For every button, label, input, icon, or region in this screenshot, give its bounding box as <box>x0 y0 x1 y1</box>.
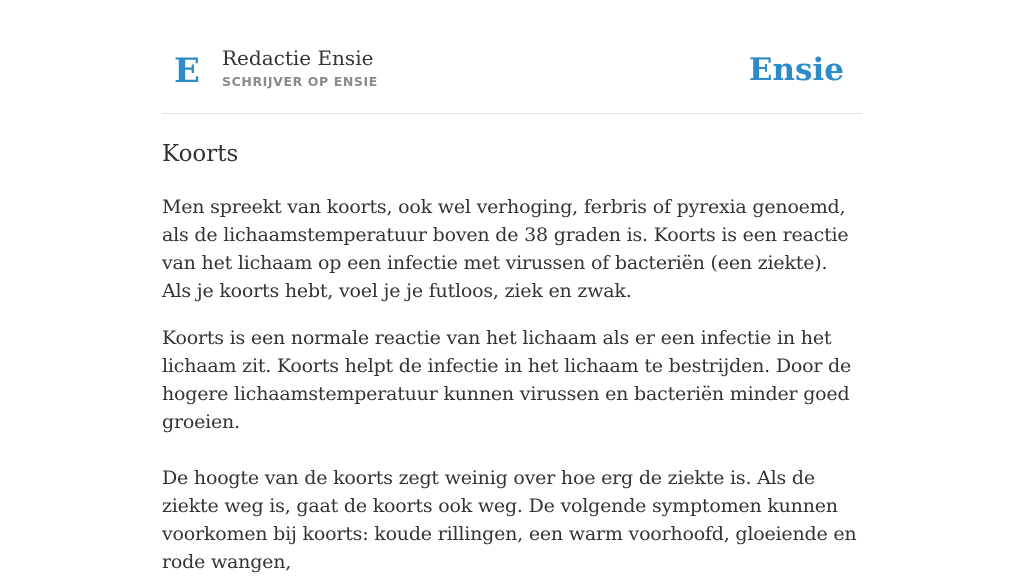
author-name[interactable]: Redactie Ensie <box>222 46 374 70</box>
author-avatar[interactable]: E <box>174 51 200 91</box>
article-paragraph: Men spreekt van koorts, ook wel verhoging, ferbris of pyrexia genoemd, als de lichaamstemperatuur boven de 38 graden is. Koorts is een reactie van het lichaam op een infectie met virussen of bacteriën (een ziekte). Als je koorts hebt, voel je je futloos, ziek en zwak. <box>162 196 849 302</box>
article-title: Koorts <box>162 141 239 167</box>
author-header <box>162 0 862 114</box>
article-paragraph: Koorts is een normale reactie van het lichaam als er een infectie in het lichaam zit. Koorts helpt de infectie in het lichaam te bestrijden. Door de hogere lichaamstemperatuur kunnen virussen en bacteriën minder goed groeien. <box>162 327 852 433</box>
article-page <box>162 0 862 576</box>
article-paragraph: De hoogte van de koorts zegt weinig over hoe erg de ziekte is. Als de ziekte weg is, gaat de koorts ook weg. De volgende symptomen kunnen voorkomen bij koorts: koude rillingen, een warm voorhoofd, gloeiende en rode wangen, <box>162 467 857 573</box>
site-logo[interactable]: Ensie <box>748 52 844 88</box>
article-body <box>162 193 862 576</box>
author-role: SCHRIJVER OP ENSIE <box>222 74 378 89</box>
